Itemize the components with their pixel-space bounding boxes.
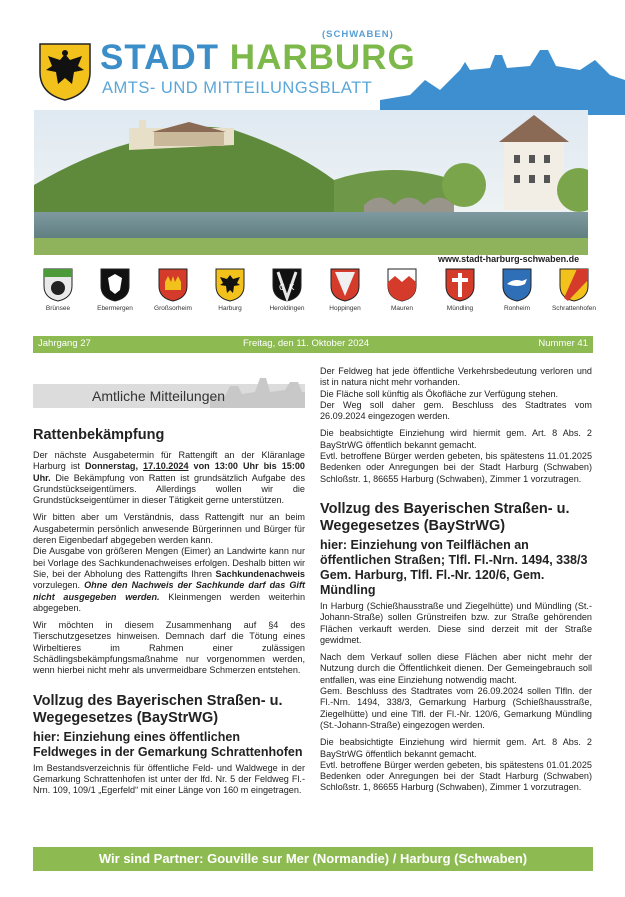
masthead-subtitle: AMTS- UND MITTEILUNGSBLATT — [102, 79, 373, 97]
crest-harburg: Harburg — [202, 268, 258, 312]
title-harburg: HARBURG — [229, 38, 416, 77]
svg-text:C: C — [279, 283, 285, 292]
issue-info-bar — [33, 336, 593, 353]
article-paragraph: Die Fläche soll künftig als Ökofläche zur Verfügung stehen. — [320, 388, 559, 399]
article-paragraph: Die beabsichtigte Einziehung wird hiermit gem. Art. 8 Abs. 2 BayStrWG öffentlich bekannt gemacht. — [320, 428, 592, 450]
crest-grosssorheim: Großsorheim — [145, 268, 201, 312]
article-paragraph: In Harburg (Schießhausstraße und Ziegelhütte) und Mündling (St.-Johann-Straße) sollen Grünstreifen bzw. zur Straße gehörenden Flächen verkauft werden. Diese sind derzeit mit der Straße gewidmet. — [320, 600, 592, 645]
article-baystrwg-subtitle-1: hier: Einziehung eines öffentlichen Feldweges in der Gemarkung Schrattenhofen — [33, 729, 303, 759]
bruensee-crest-icon — [43, 268, 73, 302]
crest-mauren: Mauren — [374, 268, 430, 312]
article-paragraph: Im Bestandsverzeichnis für öffentliche Feld- und Waldwege in der Gemarkung Schrattenhofen ist unter der lfd. Nr. 5 der Feldweg Fl.-Nrn. 109, 109/1 „Egerfeld“ mit einer Länge von 160 m eingetragen. — [33, 762, 305, 796]
harburg-crest-icon — [215, 268, 245, 302]
crest-ebermergen: Ebermergen — [87, 268, 143, 312]
region-label: (SCHWABEN) — [322, 29, 394, 40]
article-baystrwg-title-1: Vollzug des Bayerischen Straßen- u. Wegegesetzes (BayStrWG) — [33, 692, 283, 726]
muendling-crest-icon — [445, 268, 475, 302]
issue-date: Freitag, den 11. Oktober 2024 — [243, 338, 370, 349]
article-paragraph: Der nächste Ausgabetermin für Rattengift an der Kläranlage Harburg ist Donnerstag, 17.10.2024 von 13:00 Uhr bis 15:00 Uhr. Die Bekämpfung von Ratten ist grundsätzlich Aufgabe des Grundstückseigentümers. Allerdings wollen wir die Grundstückseigentümer in dieser Tätigkeit gerne unterstützen. — [33, 450, 305, 506]
masthead-title — [100, 38, 416, 78]
mauren-crest-icon — [387, 268, 417, 302]
svg-text:K: K — [289, 283, 295, 292]
article-rattenbekaempfung-title: Rattenbekämpfung — [33, 427, 165, 443]
crest-bruensee: Brünsee — [30, 268, 86, 312]
article-paragraph: Wir möchten in diesem Zusammenhang auf §4 des Tierschutzgesetzes hinweisen. Demnach darf die Tötung eines Wirbeltieres im Rahmen einer zulässigen Schädlingsbekämpfungsmaßnahme nur vorgenommen werden, wenn hierbei nicht mehr als unvermeidbare Schmerzen entstehen. — [33, 620, 305, 676]
article-baystrwg-title-2: Vollzug des Bayerischen Straßen- u. Wegegesetzes (BayStrWG) — [320, 500, 570, 534]
article-paragraph: Evtl. betroffene Bürger werden gebeten, bis spätestens 01.01.2025 Bedenken oder Anregungen bei der Stadt Harburg (Schwaben) Schloßstr. 1, 86655 Harburg (Schwaben), Zimmer 1 vorzutragen. — [320, 759, 592, 793]
crest-hoppingen: Hoppingen — [317, 268, 373, 312]
section-title: Amtliche Mitteilungen — [92, 388, 226, 404]
website-url[interactable]: www.stadt-harburg-schwaben.de — [438, 254, 580, 264]
article-paragraph: Der Weg soll daher gem. Beschluss des Stadtrates vom 26.09.2024 eingezogen werden. — [320, 399, 592, 422]
village-crests-row — [30, 268, 595, 326]
left-column — [33, 427, 305, 803]
grosssorheim-crest-icon — [158, 268, 188, 302]
ebermergen-crest-icon — [100, 268, 130, 302]
article-baystrwg-subtitle-2: hier: Einziehung von Teilflächen an öffentlichen Straßen; Tlfl. Fl.-Nrn. 1494, 338/3 Gem. Harburg, Tlfl. Fl.-Nr. 120/6, Gem. Mündling — [320, 537, 588, 597]
issue-number: Nummer 41 — [538, 338, 588, 349]
volume-label: Jahrgang 27 — [38, 338, 91, 349]
schrattenhofen-crest-icon — [559, 268, 589, 302]
article-paragraph: Wir bitten aber um Verständnis, dass Rattengift nur an beim Ausgabetermin persönlich anwesende Bürgerinnen und Bürger für deren Eigenbedarf abgegeben werden kann. Die Ausgabe von größeren Mengen (Eimer) an Landwirte kann nur bei Vorlage des Sachkundenachweises erfolgen. Deshalb bitten wir Sie, bei der Abholung des Rattengifts Ihren Sachkundenachweis vorzulegen. Ohne den Nachweis der Sachkunde darf das Gift nicht ausgegeben werden. Kleinmengen werden weiterhin abgegeben. — [33, 512, 306, 613]
ronheim-crest-icon — [502, 268, 532, 302]
title-stadt: STADT — [100, 38, 220, 77]
heroldingen-crest-icon — [272, 268, 302, 302]
article-paragraph: Evtl. betroffene Bürger werden gebeten, bis spätestens 11.01.2025 Bedenken oder Anregungen bei der Stadt Harburg (Schwaben) Schloßstr. 1, 86655 Harburg (Schwaben), Zimmer 1 vorzutragen. — [320, 451, 592, 484]
castle-skyline-graphic — [380, 40, 625, 115]
crest-heroldingen: C K Heroldingen — [259, 268, 315, 312]
harburg-panorama-photo — [34, 110, 588, 255]
right-column — [320, 366, 592, 800]
crest-ronheim: Ronheim — [489, 268, 545, 312]
article-paragraph: Gem. Beschluss des Stadtrates vom 26.09.2024 sollen Tlfln. der Fl.-Nrn. 1494, 338/3, Gemarkung Harburg (Schießhausstraße, Ziegelhütte) und eine Tlfl. der Fl.-Nr. 120/6, Gemarkung Mündling (St.-Johann-Straße) eingezogen werden. — [320, 686, 592, 730]
crest-schrattenhofen: Schrattenhofen — [546, 268, 602, 312]
partnership-footer: Wir sind Partner: Gouville sur Mer (Normandie) / Harburg (Schwaben) — [33, 847, 593, 871]
article-paragraph: Der Feldweg hat jede öffentliche Verkehrsbedeutung verloren und ist in natura nicht mehr vorhanden. — [320, 366, 592, 388]
article-paragraph: Nach dem Verkauf sollen diese Flächen aber nicht mehr der Nutzung durch die Öffentlichkeit dienen. Der Gemeingebrauch soll entfallen, was eine Einziehung notwendig macht. — [320, 652, 592, 685]
article-paragraph: Die beabsichtigte Einziehung wird hiermit gem. Art. 8 Abs. 2 BayStrWG öffentlich bekannt gemacht. — [320, 737, 592, 759]
hoppingen-crest-icon — [330, 268, 360, 302]
crest-muendling: Mündling — [432, 268, 488, 312]
harburg-eagle-crest — [38, 42, 92, 102]
